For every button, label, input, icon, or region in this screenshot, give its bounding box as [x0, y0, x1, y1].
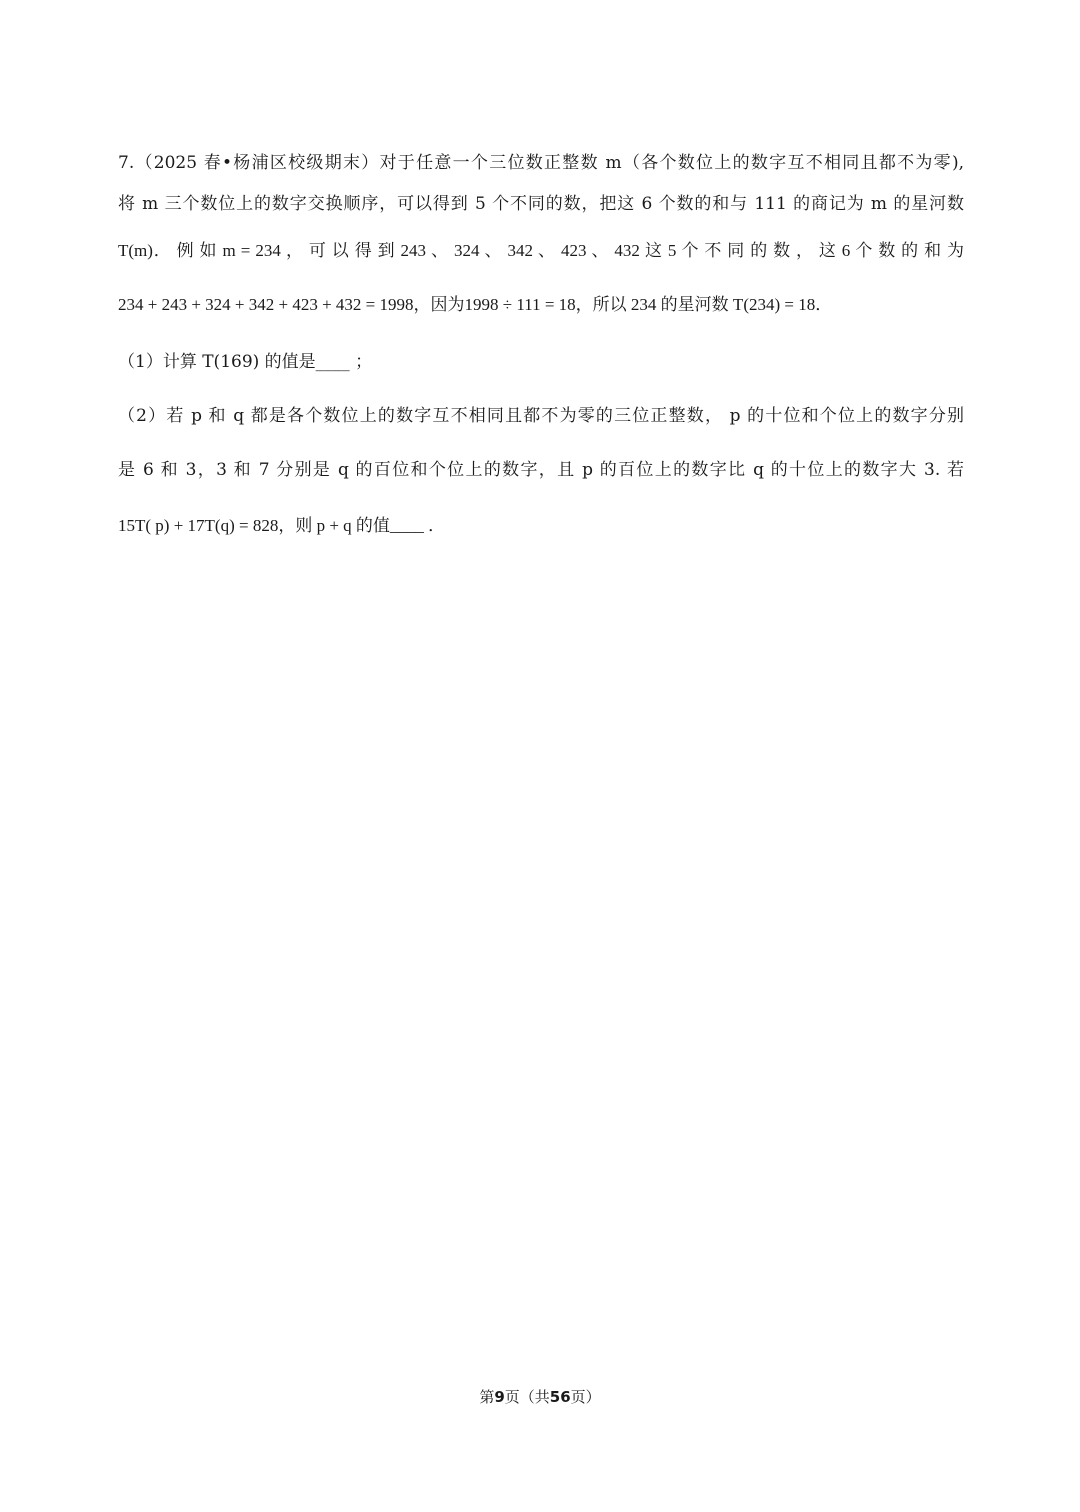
- problem-line-1: 7.（2025 春•杨浦区校级期末）对于任意一个三位数正整数 m（各个数位上的数字互不相同且都不为零),: [118, 153, 964, 173]
- problem-part-2-line-3: 15T( p) + 17T(q) = 828，则 p + q 的值____ ．: [118, 516, 446, 535]
- footer-suffix: 页）: [570, 1388, 601, 1406]
- page-footer: [0, 1386, 1080, 1407]
- problem-line-4: 234 + 243 + 324 + 342 + 423 + 432 = 1998，因为1998 ÷ 111 = 18，所以 234 的星河数 T(234) = 18．: [118, 295, 833, 314]
- problem-part-2-line-1: （2）若 p 和 q 都是各个数位上的数字互不相同且都不为零的三位正整数， p 的十位和个位上的数字分别: [118, 406, 964, 426]
- problem-part-1: （1）计算 T(169) 的值是____ ；: [118, 352, 373, 372]
- footer-total-pages: 56: [549, 1388, 571, 1406]
- footer-current-page: 9: [494, 1388, 505, 1406]
- problem-part-2-line-2: 是 6 和 3，3 和 7 分别是 q 的百位和个位上的数字，且 p 的百位上的数字比 q 的十位上的数字大 3. 若: [118, 460, 964, 480]
- problem-line-2: 将 m 三个数位上的数字交换顺序，可以得到 5 个不同的数，把这 6 个数的和与 111 的商记为 m 的星河数: [118, 194, 964, 214]
- problem-line-3: T(m)． 例 如 m = 234 ， 可 以 得 到 243 、 324 、 342 、 423 、 432 这 5 个 不 同 的 数 ， 这 6 个 数 的 和 为: [118, 241, 964, 260]
- footer-middle: 页（共: [504, 1388, 550, 1406]
- footer-prefix: 第: [479, 1388, 495, 1406]
